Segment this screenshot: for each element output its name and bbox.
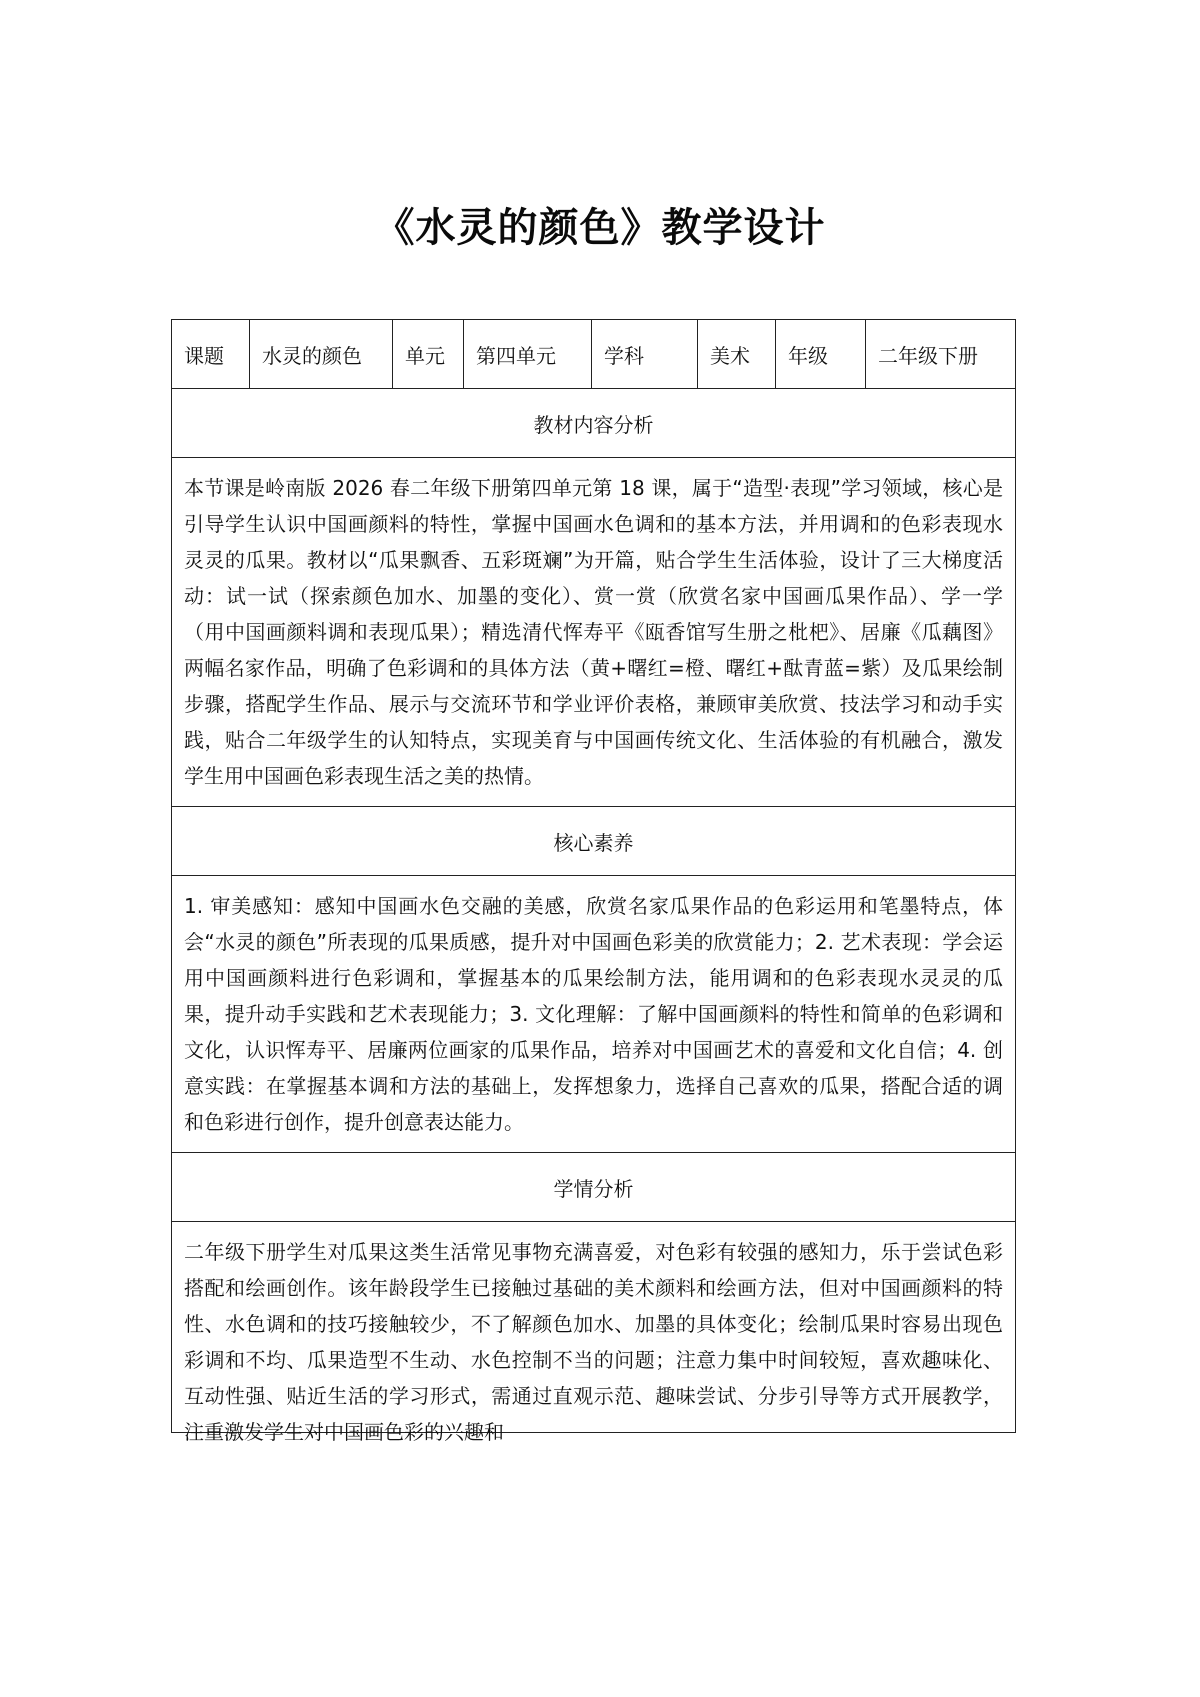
info-row — [172, 320, 1016, 389]
section-body-row — [172, 458, 1016, 807]
unit-value: 第四单元 — [464, 320, 592, 389]
section-heading-row — [172, 389, 1016, 458]
unit-label: 单元 — [393, 320, 464, 389]
grade-value: 二年级下册 — [866, 320, 1016, 389]
page-title: 《水灵的颜色》教学设计 — [374, 205, 826, 251]
section-heading-textbook-analysis: 教材内容分析 — [172, 389, 1016, 458]
section-body-row — [172, 1222, 1016, 1433]
grade-label: 年级 — [776, 320, 866, 389]
section-heading-row — [172, 807, 1016, 876]
section-body-core-literacy: 1. 审美感知：感知中国画水色交融的美感，欣赏名家瓜果作品的色彩运用和笔墨特点，体会“水灵的颜色”所表现的瓜果质感，提升对中国画色彩美的欣赏能力；2. 艺术表现：学会运用中国画颜料进行色彩调和，掌握基本的瓜果绘制方法，能用调和的色彩表现水灵灵的瓜果，提升动手实践和艺术表现能力；3. 文化理解：了解中国画颜料的特性和简单的色彩调和文化，认识恽寿平、居廉两位画家的瓜果作品，培养对中国画艺术的喜爱和文化自信；4. 创意实践：在掌握基本调和方法的基础上，发挥想象力，选择自己喜欢的瓜果，搭配合适的调和色彩进行创作，提升创意表达能力。 — [172, 876, 1016, 1153]
topic-value: 水灵的颜色 — [250, 320, 393, 389]
section-heading-student-analysis: 学情分析 — [172, 1153, 1016, 1222]
section-body-row — [172, 876, 1016, 1153]
subject-value: 美术 — [698, 320, 776, 389]
lesson-plan-table — [171, 319, 1016, 1444]
section-body-textbook-analysis: 本节课是岭南版 2026 春二年级下册第四单元第 18 课，属于“造型·表现”学习领域，核心是引导学生认识中国画颜料的特性，掌握中国画水色调和的基本方法，并用调和的色彩表现水灵灵的瓜果。教材以“瓜果飘香、五彩斑斓”为开篇，贴合学生生活体验，设计了三大梯度活动：试一试（探索颜色加水、加墨的变化）、赏一赏（欣赏名家中国画瓜果作品）、学一学（用中国画颜料调和表现瓜果）；精选清代恽寿平《瓯香馆写生册之枇杷》、居廉《瓜藕图》两幅名家作品，明确了色彩调和的具体方法（黄+曙红=橙、曙红+酞青蓝=紫）及瓜果绘制步骤，搭配学生作品、展示与交流环节和学业评价表格，兼顾审美欣赏、技法学习和动手实践，贴合二年级学生的认知特点，实现美育与中国画传统文化、生活体验的有机融合，激发学生用中国画色彩表现生活之美的热情。 — [172, 458, 1016, 807]
section-heading-core-literacy: 核心素养 — [172, 807, 1016, 876]
section-body-student-analysis: 二年级下册学生对瓜果这类生活常见事物充满喜爱，对色彩有较强的感知力，乐于尝试色彩搭配和绘画创作。该年龄段学生已接触过基础的美术颜料和绘画方法，但对中国画颜料的特性、水色调和的技巧接触较少，不了解颜色加水、加墨的具体变化；绘制瓜果时容易出现色彩调和不均、瓜果造型不生动、水色控制不当的问题；注意力集中时间较短，喜欢趣味化、互动性强、贴近生活的学习形式，需通过直观示范、趣味尝试、分步引导等方式开展教学，注重激发学生对中国画色彩的兴趣和 — [184, 1240, 1003, 1444]
section-body-student-analysis-cell — [172, 1222, 1016, 1444]
subject-label: 学科 — [592, 320, 698, 389]
topic-label: 课题 — [172, 320, 250, 389]
section-heading-row — [172, 1153, 1016, 1222]
